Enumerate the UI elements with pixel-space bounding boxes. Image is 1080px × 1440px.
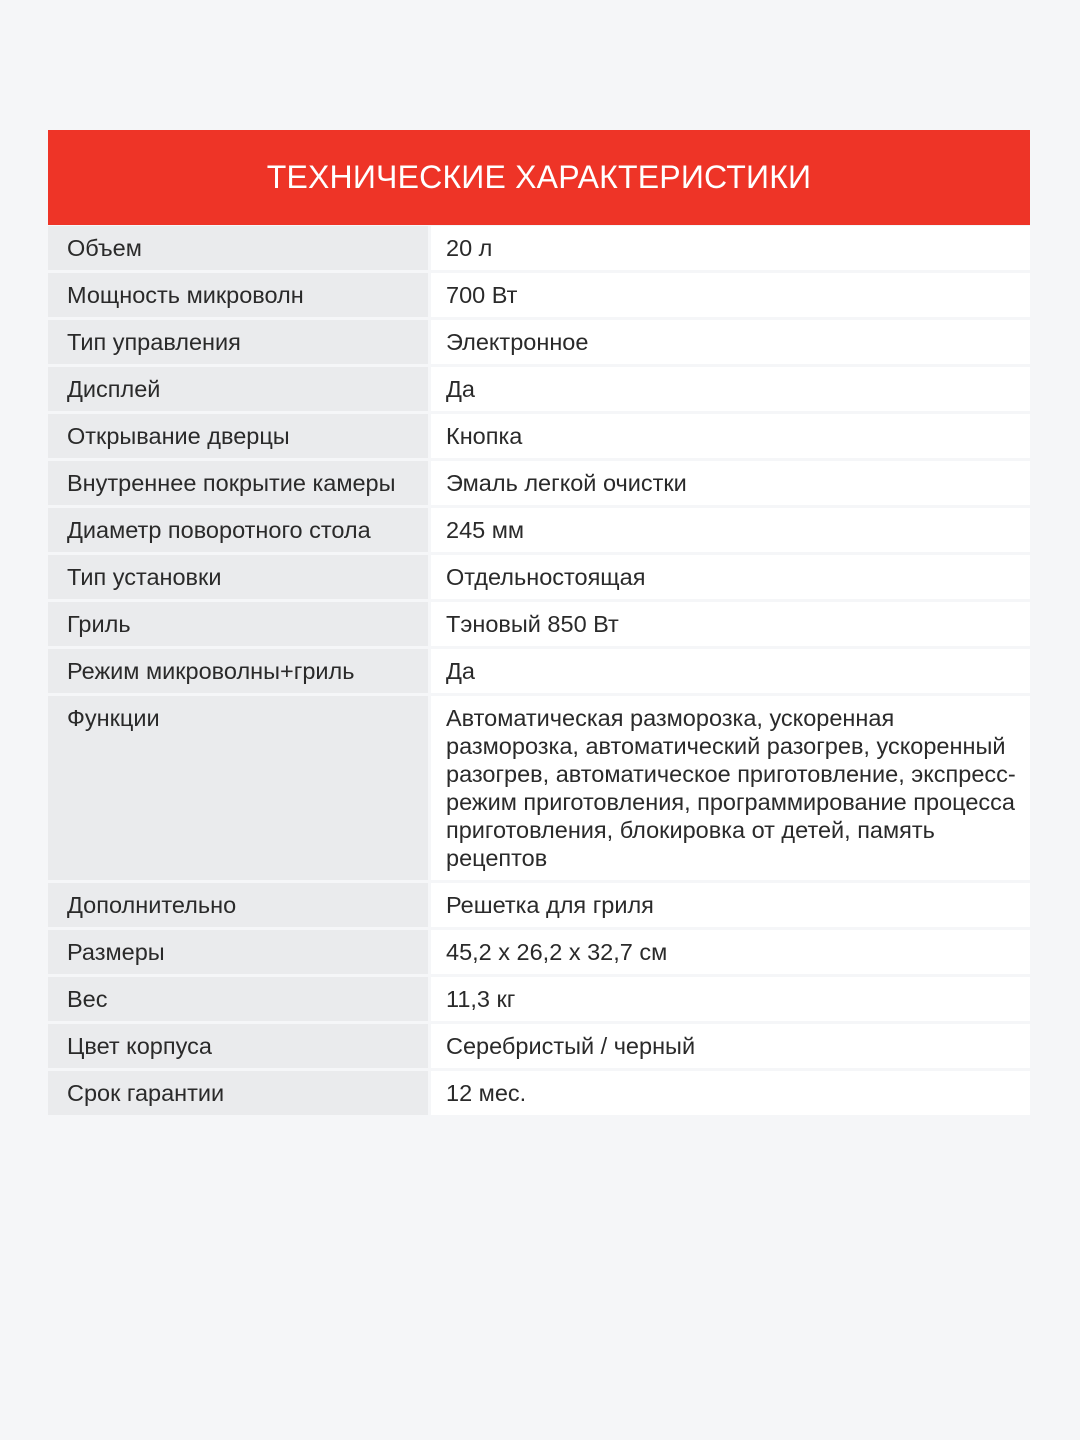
spec-table: [48, 226, 1030, 1115]
spec-row-door-opening: [48, 414, 1030, 458]
spec-value: Да: [431, 367, 1030, 411]
spec-header: [48, 130, 1030, 225]
spec-row-functions: [48, 696, 1030, 880]
spec-value: Решетка для гриля: [431, 883, 1030, 927]
spec-row-control-type: [48, 320, 1030, 364]
spec-label: Объем: [48, 226, 428, 270]
spec-label: Вес: [48, 977, 428, 1021]
spec-label: Гриль: [48, 602, 428, 646]
spec-value: Отдельностоящая: [431, 555, 1030, 599]
spec-label: Цвет корпуса: [48, 1024, 428, 1068]
spec-value: 700 Вт: [431, 273, 1030, 317]
spec-row-dimensions: [48, 930, 1030, 974]
spec-label: Тип управления: [48, 320, 428, 364]
spec-value: Электронное: [431, 320, 1030, 364]
spec-label: Дополнительно: [48, 883, 428, 927]
spec-row-microwave-power: [48, 273, 1030, 317]
spec-value: 12 мес.: [431, 1071, 1030, 1115]
spec-row-turntable-diameter: [48, 508, 1030, 552]
spec-label: Тип установки: [48, 555, 428, 599]
spec-label: Режим микроволны+гриль: [48, 649, 428, 693]
spec-row-warranty: [48, 1071, 1030, 1115]
spec-value: Да: [431, 649, 1030, 693]
spec-row-volume: [48, 226, 1030, 270]
spec-label: Функции: [48, 696, 428, 880]
spec-value: Тэновый 850 Вт: [431, 602, 1030, 646]
spec-title: ТЕХНИЧЕСКИЕ ХАРАКТЕРИСТИКИ: [266, 159, 812, 195]
spec-label: Открывание дверцы: [48, 414, 428, 458]
spec-row-display: [48, 367, 1030, 411]
spec-value: 11,3 кг: [431, 977, 1030, 1021]
spec-row-inner-coating: [48, 461, 1030, 505]
spec-row-grill: [48, 602, 1030, 646]
spec-label: Мощность микроволн: [48, 273, 428, 317]
spec-row-additional: [48, 883, 1030, 927]
spec-label: Срок гарантии: [48, 1071, 428, 1115]
spec-value: Кнопка: [431, 414, 1030, 458]
spec-row-body-color: [48, 1024, 1030, 1068]
spec-card: [48, 130, 1030, 1118]
spec-value: Эмаль легкой очистки: [431, 461, 1030, 505]
spec-row-installation-type: [48, 555, 1030, 599]
spec-value: Автоматическая разморозка, ускоренная разморозка, автоматический разогрев, ускоренный разогрев, автоматическое приготовление, экспресс-режим приготовления, программирование процесса приготовления, блокировка от детей, память рецептов: [431, 696, 1030, 880]
spec-label: Размеры: [48, 930, 428, 974]
spec-value: 45,2 х 26,2 х 32,7 см: [431, 930, 1030, 974]
spec-value: Серебристый / черный: [431, 1024, 1030, 1068]
spec-label: Внутреннее покрытие камеры: [48, 461, 428, 505]
spec-value: 245 мм: [431, 508, 1030, 552]
spec-row-microwave-grill-mode: [48, 649, 1030, 693]
spec-value: 20 л: [431, 226, 1030, 270]
spec-label: Диаметр поворотного стола: [48, 508, 428, 552]
spec-label: Дисплей: [48, 367, 428, 411]
spec-row-weight: [48, 977, 1030, 1021]
